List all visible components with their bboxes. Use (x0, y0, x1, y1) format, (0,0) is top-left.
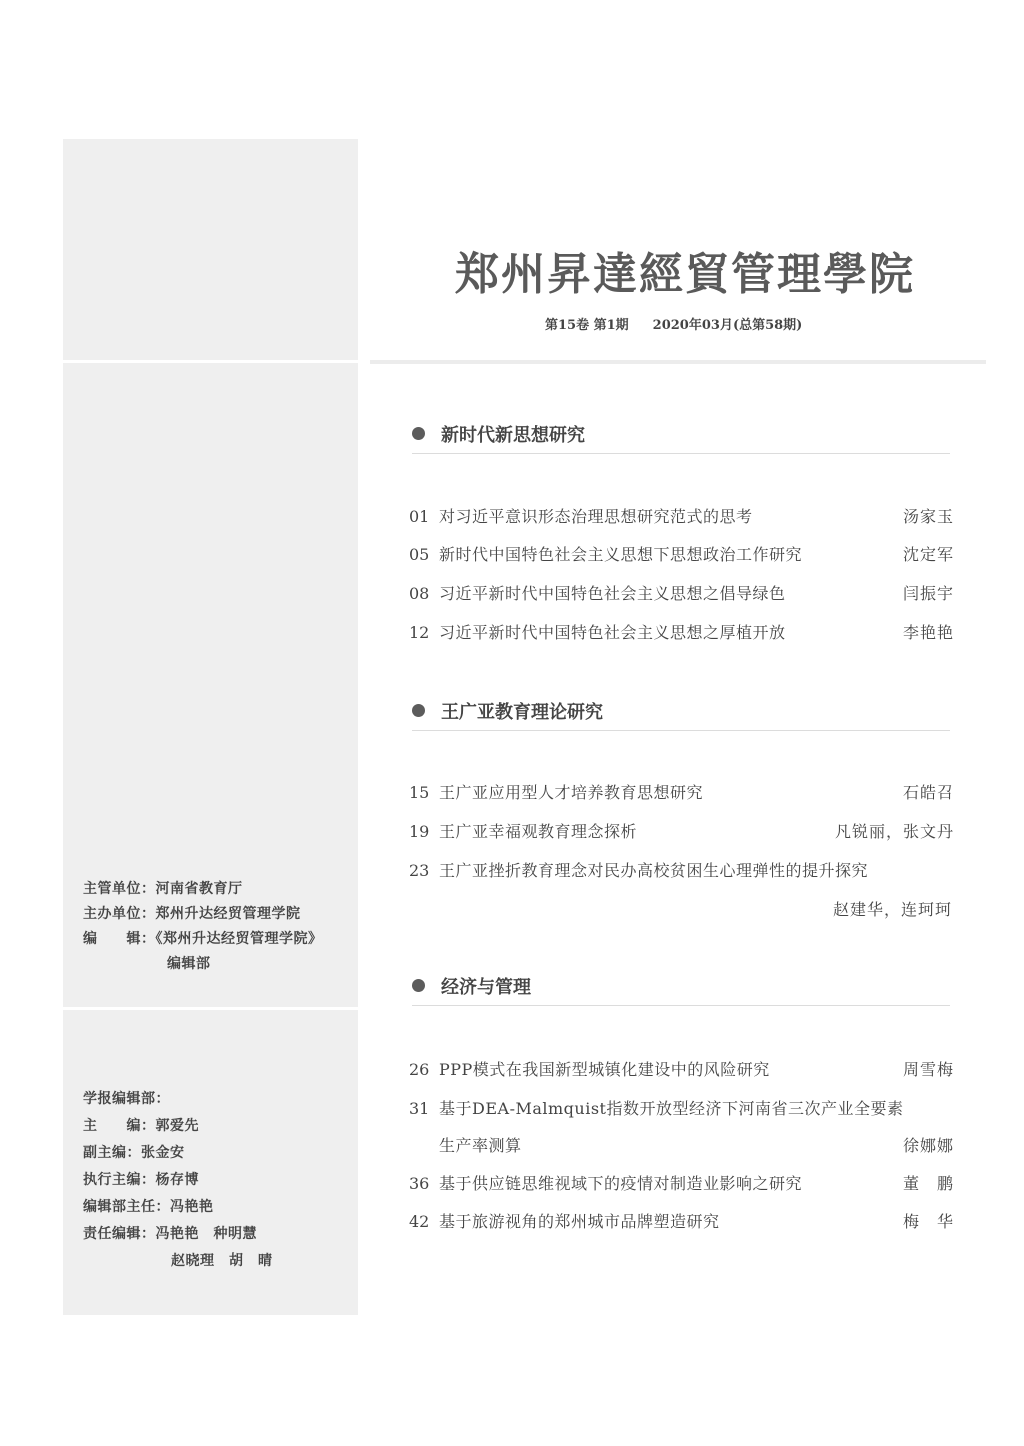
publisher-info (83, 878, 323, 978)
toc-entry[interactable] (409, 542, 954, 565)
sidebar-top-panel (63, 139, 358, 360)
article-author: 凡锐丽，张文丹 (834, 822, 954, 841)
article-title: 对习近平意识形态治理思想研究范式的思考 (439, 507, 753, 526)
section-heading (412, 973, 950, 1006)
editorial-staff (83, 1088, 273, 1277)
section-heading-text: 王广亚教育理论研究 (441, 702, 603, 723)
toc-entry[interactable] (409, 1057, 954, 1080)
article-author-continued: 赵建华，连珂珂 (832, 900, 952, 919)
article-title: PPP模式在我国新型城镇化建设中的风险研究 (439, 1060, 770, 1079)
article-title: 王广亚幸福观教育理念探析 (439, 822, 638, 841)
section-heading-text: 经济与管理 (441, 977, 531, 998)
article-author: 闫振宇 (902, 584, 954, 603)
page-number: 19 (409, 822, 430, 841)
page-number: 15 (409, 783, 430, 802)
article-author: 徐娜娜 (902, 1136, 954, 1155)
article-author: 汤家玉 (902, 507, 954, 526)
page-number: 26 (409, 1060, 430, 1079)
page-number: 42 (409, 1212, 430, 1231)
toc-entry-continued[interactable] (409, 1133, 954, 1156)
toc-entry[interactable] (409, 1171, 954, 1194)
issue-info (545, 314, 802, 333)
article-author: 石皓召 (902, 783, 954, 802)
publisher-line: 主办单位：郑州升达经贸管理学院 (83, 906, 301, 922)
staff-line: 编辑部主任：冯艳艳 (83, 1199, 214, 1215)
volume-number: 第15卷 第1期 (545, 318, 629, 333)
staff-line: 赵晓理 胡 晴 (171, 1253, 273, 1269)
article-title: 王广亚挫折教育理念对民办高校贫困生心理弹性的提升探究 (439, 861, 869, 880)
page-number: 31 (409, 1099, 430, 1118)
toc-entry[interactable] (409, 780, 954, 803)
article-title: 习近平新时代中国特色社会主义思想之厚植开放 (439, 623, 786, 642)
article-title: 基于DEA-Malmquist指数开放型经济下河南省三次产业全要素 (439, 1099, 904, 1118)
toc-entry[interactable] (409, 819, 954, 842)
staff-line: 副主编：张金安 (83, 1145, 185, 1161)
article-author: 李艳艳 (902, 623, 954, 642)
toc-entry[interactable] (409, 581, 954, 604)
toc-entry[interactable] (409, 504, 954, 527)
toc-entry[interactable] (409, 858, 954, 881)
publisher-line: 编 辑：《郑州升达经贸管理学院》 (83, 931, 323, 947)
article-author: 沈定军 (902, 545, 954, 564)
page-number: 01 (409, 507, 430, 526)
issue-date: 2020年03月(总第58期) (652, 318, 803, 333)
article-title: 基于旅游视角的郑州城市品牌塑造研究 (439, 1212, 720, 1231)
page-number: 05 (409, 545, 430, 564)
staff-line: 执行主编：杨存博 (83, 1172, 199, 1188)
section-heading (412, 698, 950, 731)
page-number: 12 (409, 623, 430, 642)
toc-entry[interactable] (409, 620, 954, 643)
bullet-icon (412, 704, 425, 717)
page-number: 23 (409, 861, 430, 880)
article-author: 梅 华 (902, 1212, 954, 1231)
article-author: 周雪梅 (902, 1060, 954, 1079)
staff-line: 责任编辑：冯艳艳 种明慧 (83, 1226, 257, 1242)
journal-title: 郑州昇達經貿管理學院 (455, 249, 915, 300)
toc-entry[interactable] (409, 1096, 954, 1119)
section-heading (412, 421, 950, 454)
publisher-line: 编辑部 (167, 956, 211, 972)
article-title: 基于供应链思维视域下的疫情对制造业影响之研究 (439, 1174, 803, 1193)
article-title: 习近平新时代中国特色社会主义思想之倡导绿色 (439, 584, 786, 603)
publisher-line: 主管单位：河南省教育厅 (83, 881, 243, 897)
article-title: 新时代中国特色社会主义思想下思想政治工作研究 (439, 545, 803, 564)
page-number: 36 (409, 1174, 430, 1193)
staff-line: 学报编辑部： (83, 1091, 170, 1107)
page-number: 08 (409, 584, 430, 603)
toc-entry[interactable] (409, 1209, 954, 1232)
section-heading-text: 新时代新思想研究 (441, 425, 585, 446)
staff-line: 主 编：郭爱先 (83, 1118, 199, 1134)
bullet-icon (412, 427, 425, 440)
article-title-continued: 生产率测算 (439, 1136, 522, 1155)
article-author: 董 鹏 (902, 1174, 954, 1193)
bullet-icon (412, 979, 425, 992)
article-title: 王广亚应用型人才培养教育思想研究 (439, 783, 704, 802)
header-divider (370, 360, 986, 364)
